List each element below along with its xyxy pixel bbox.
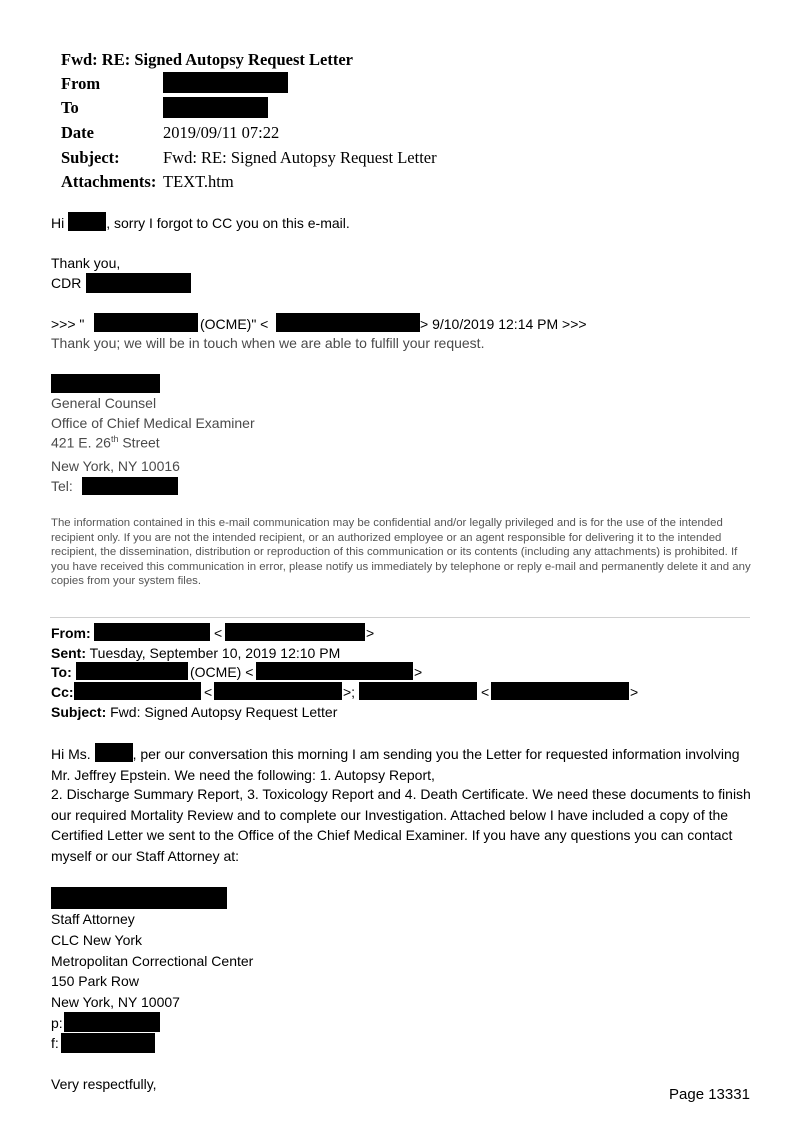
body-greeting: Hi Ms. (51, 746, 91, 762)
street-number: 421 E. 26 (51, 434, 111, 451)
attachments-value[interactable]: TEXT.htm (163, 172, 234, 191)
greeting-rest: , sorry I forgot to CC you on this e-mail. (106, 215, 350, 231)
fwd-subject-line (51, 704, 337, 720)
to-label: To (61, 98, 79, 117)
fwd-to-gt: > (414, 664, 423, 680)
body-paragraph-1 (51, 743, 756, 785)
fwd-to-label: To: (51, 664, 72, 680)
closing-text: Very respectfully, (51, 1076, 157, 1092)
fwd-sent-line (51, 645, 340, 661)
attorney-city: New York, NY 10007 (51, 994, 180, 1010)
cdr-signature (51, 275, 81, 291)
redacted-cc2-email (491, 682, 629, 700)
office-city: New York, NY 10016 (51, 458, 180, 474)
cc2-lt: < (481, 684, 490, 700)
redacted-counsel-name (51, 374, 160, 393)
redacted-fwd-to-name (76, 662, 188, 680)
date-value: 2019/09/11 07:22 (163, 123, 280, 142)
street-name: Street (118, 434, 160, 451)
body-request: , per our conversation this morning I am sending you the Letter for requested information involving Mr. Jeffrey Epstein. We need the following: 1. Autopsy Report, (51, 746, 740, 783)
greeting-line (51, 212, 350, 231)
redacted-quote-name (94, 313, 198, 332)
street-ordinal: th (110, 434, 119, 444)
redacted-name (68, 212, 106, 231)
fwd-sent-label: Sent: (51, 645, 86, 661)
greeting-start: Hi (51, 215, 65, 231)
phone-label: p: (51, 1015, 63, 1031)
page-number: Page 13331 (669, 1086, 750, 1103)
subject-value: Fwd: RE: Signed Autopsy Request Letter (163, 148, 437, 167)
office-name: Office of Chief Medical Examiner (51, 415, 255, 431)
separator-line (50, 617, 750, 618)
attorney-org: CLC New York (51, 932, 143, 948)
counsel-title: General Counsel (51, 395, 157, 411)
email-title: Fwd: RE: Signed Autopsy Request Letter (61, 50, 353, 69)
quote-reply: Thank you; we will be in touch when we are able to fulfill your request. (51, 335, 485, 351)
confidentiality-disclaimer: The information contained in this e-mail communication may be confidential and/or legally privileged and is for the use of the intended recipient only. If you are not the intended recipient, or an authorized employee or an agent responsible for delivering it to the intended recipient, the dissemination, distribution or reproduction of this communication or its contents (including any attachments) is prohibited. If you have received this communication in error, please notify us immediately by telephone or reply e-mail and permanently delete it and any copies from your system files. (51, 517, 751, 588)
redacted-from (163, 72, 288, 93)
attachments-label: Attachments: (61, 172, 157, 191)
thanks-text: Thank you, (51, 255, 121, 271)
tel-label: Tel: (51, 478, 73, 494)
from-label: From (61, 74, 101, 93)
fwd-from-gt: > (366, 625, 375, 641)
redacted-cc1-email (214, 682, 342, 700)
fwd-from-label: From: (51, 625, 91, 641)
redacted-cc2-name (359, 682, 477, 700)
fwd-cc-label: Cc: (51, 684, 74, 700)
attorney-title: Staff Attorney (51, 911, 135, 927)
office-street (51, 434, 160, 451)
attorney-street: 150 Park Row (51, 973, 139, 989)
redacted-fwd-from-name (94, 623, 210, 641)
redacted-fwd-to-email (256, 662, 413, 680)
redacted-quote-email (276, 313, 420, 332)
cc2-gt: > (630, 684, 639, 700)
redacted-tel (82, 477, 178, 495)
date-label: Date (61, 123, 94, 142)
redacted-to (163, 97, 268, 118)
attorney-facility: Metropolitan Correctional Center (51, 953, 254, 969)
quote-mid: (OCME)" < (200, 316, 269, 332)
redacted-fwd-from-email (225, 623, 365, 641)
redacted-recipient (95, 743, 133, 762)
closing-clip (51, 1074, 251, 1092)
fwd-to-mid: (OCME) < (190, 664, 254, 680)
fax-label: f: (51, 1035, 59, 1051)
fwd-sent-value: Tuesday, September 10, 2019 12:10 PM (86, 645, 341, 661)
cc-separator: >; (343, 684, 356, 700)
fwd-from-lt: < (214, 625, 223, 641)
fwd-subject-label: Subject: (51, 704, 107, 720)
redacted-cc1-name (74, 682, 201, 700)
redacted-fax (61, 1033, 155, 1053)
quote-prefix: >>> " (51, 316, 85, 332)
quote-end: > 9/10/2019 12:14 PM >>> (420, 316, 587, 332)
redacted-phone (64, 1012, 160, 1032)
redacted-cdr-name (86, 273, 191, 293)
cdr-prefix: CDR (51, 275, 82, 291)
subject-label: Subject: (61, 148, 120, 167)
cc1-lt: < (204, 684, 213, 700)
fwd-subject-value: Fwd: Signed Autopsy Request Letter (106, 704, 338, 720)
redacted-attorney-name (51, 887, 227, 909)
body-paragraph-2: 2. Discharge Summary Report, 3. Toxicology Report and 4. Death Certificate. We need these documents to finish our required Mortality Review and to complete our Investigation. Attached below I have included a copy of the Certified Letter we sent to the Office of the Chief Medical Examiner. If you have any questions you can contact myself or our Staff Attorney at: (51, 786, 751, 864)
